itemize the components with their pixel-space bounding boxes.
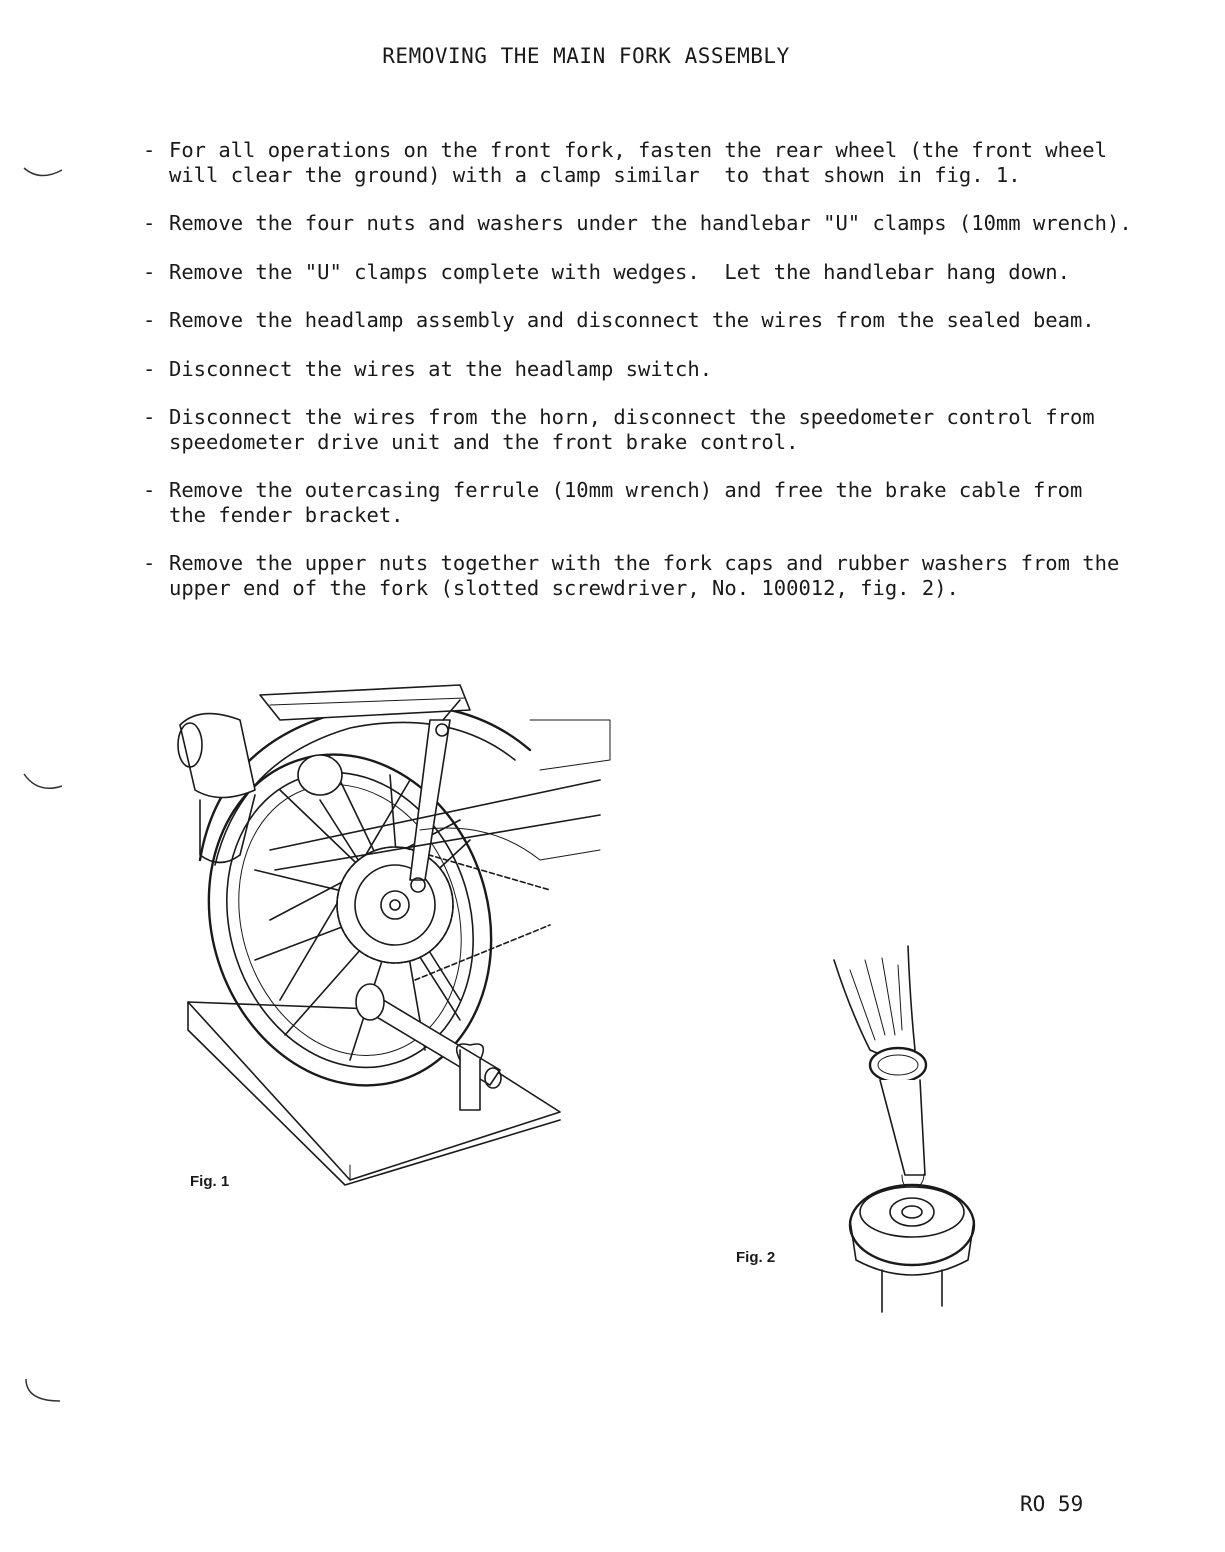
instruction-step [143, 357, 1143, 382]
step-text: Disconnect the wires at the headlamp switch. [169, 356, 713, 381]
step-text: Disconnect the wires from the horn, disconnect the speedometer control from speedometer drive unit and the front brake control. [169, 405, 1095, 454]
page-number: RO 59 [1020, 1492, 1084, 1516]
bullet-dash: - [143, 405, 156, 429]
binder-hole-mark-bottom [20, 1375, 70, 1415]
binder-hole-mark-middle [20, 770, 70, 800]
instruction-step [143, 551, 1143, 600]
step-text: Remove the outercasing ferrule (10mm wrench) and free the brake cable from the fender bracket. [169, 478, 1083, 527]
instruction-step [143, 138, 1143, 187]
step-text: Remove the four nuts and washers under the handlebar "U" clamps (10mm wrench). [169, 211, 1132, 235]
bullet-dash: - [143, 478, 156, 502]
figure-1-rear-wheel-clamp-illustration [160, 680, 630, 1200]
step-text: Remove the upper nuts together with the fork caps and rubber washers from the upper end of the fork (slotted screwdriver, No. 100012, fig. 2). [169, 551, 1120, 600]
bullet-dash: - [143, 211, 156, 235]
step-text: For all operations on the front fork, fasten the rear wheel (the front wheel will clear the ground) with a clamp similar to that shown in fig. 1. [169, 138, 1107, 187]
instruction-step [143, 478, 1143, 527]
bullet-dash: - [143, 138, 156, 162]
luggage-rack [260, 685, 470, 720]
figure-1-label: Fig. 1 [190, 1173, 230, 1190]
bullet-dash: - [143, 356, 156, 381]
instruction-step [143, 308, 1143, 333]
step-text: Remove the "U" clamps complete with wedges. Let the handlebar hang down. [169, 259, 1070, 284]
clamp-stand-base [188, 1002, 560, 1180]
hand-gripping-tool [834, 946, 915, 1055]
fork-cap [850, 1185, 974, 1312]
bullet-dash: - [143, 551, 156, 575]
rear-sprocket [337, 847, 453, 963]
screwdriver-blade [880, 1080, 925, 1190]
step-text: Remove the headlamp assembly and disconnect the wires from the sealed beam. [169, 308, 1095, 332]
page-title: REMOVING THE MAIN FORK ASSEMBLY [382, 44, 790, 68]
figure-2-screwdriver-fork-cap-illustration [820, 940, 1000, 1320]
binder-hole-mark-top [20, 160, 70, 190]
instruction-list [143, 138, 1143, 624]
figure-2-label: Fig. 2 [736, 1249, 776, 1266]
instruction-step [143, 260, 1143, 285]
instruction-step [143, 211, 1143, 236]
bullet-dash: - [143, 308, 156, 332]
bullet-dash: - [143, 259, 156, 284]
instruction-step [143, 405, 1143, 454]
